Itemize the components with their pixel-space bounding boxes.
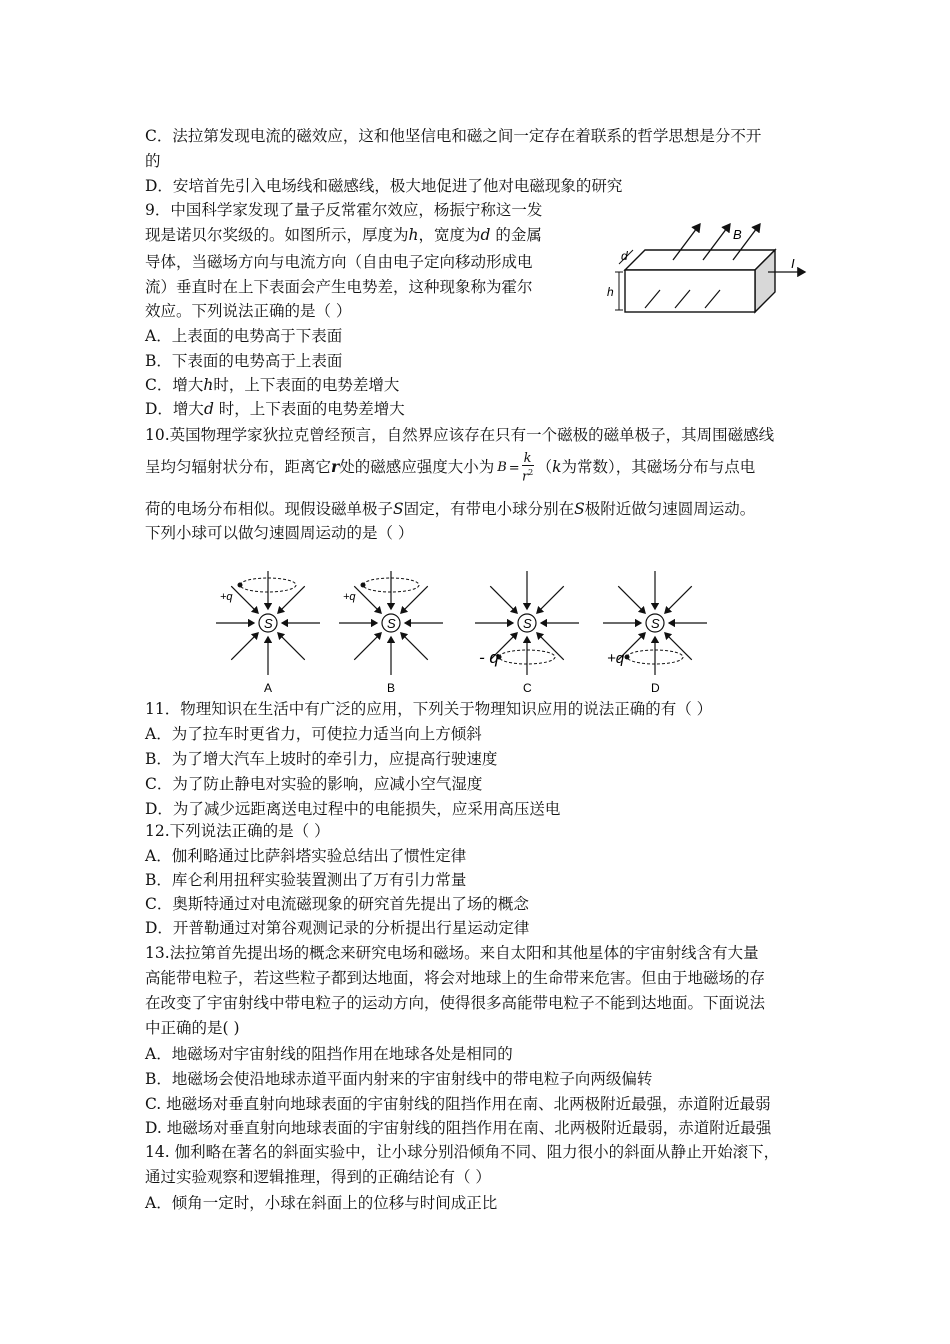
q11-option-c: C．为了防止静电对实验的影响，应减小空气湿度 — [145, 775, 483, 793]
q8-option-d: D．安培首先引入电场线和磁感线，极大地促进了他对电磁现象的研究 — [145, 177, 623, 195]
field-arrow — [490, 586, 517, 613]
q10-stem-line1: 10.英国物理学家狄拉克曾经预言，自然界应该存在只有一个磁极的磁单极子，其周围磁感线 — [145, 426, 775, 444]
monopole-figure-c — [475, 571, 579, 695]
q9-stem-line4: 流）垂直时在上下表面会产生电势差，这种现象称为霍尔 — [145, 278, 533, 296]
figure-caption: A — [264, 681, 273, 695]
charged-ball — [625, 655, 630, 660]
charged-ball — [361, 583, 366, 588]
q9-option-c: C．增大h时，上下表面的电势差增大 — [145, 376, 400, 394]
monopole-figure-a — [216, 571, 320, 695]
q9-stem-line2: 现是诺贝尔奖级的。如图所示，厚度为h，宽度为d 的金属 — [145, 226, 542, 244]
q11-option-b: B．为了增大汽车上坡时的牵引力，应提高行驶速度 — [145, 750, 498, 768]
q8-option-c-line2: 的 — [145, 152, 161, 170]
figure-caption: B — [387, 681, 396, 695]
q13-option-a: A．地磁场对宇宙射线的阻挡作用在地球各处是相同的 — [145, 1045, 513, 1063]
field-arrow — [354, 586, 381, 613]
field-arrow — [231, 633, 258, 660]
q10-stem-line2: 呈均匀辐射状分布，距离它r处的磁感应强度大小为 B = $\frac{k}{r^2}$ （k为常数），其磁场分布与点电 — [145, 451, 756, 485]
q13-stem-line1: 13.法拉第首先提出场的概念来研究电场和磁场。来自太阳和其他星体的宇宙射线含有大量 — [145, 944, 759, 962]
field-arrow — [665, 633, 692, 660]
field-arrow — [665, 586, 692, 613]
figure-caption: D — [651, 681, 660, 695]
monopole-label: S — [651, 616, 660, 631]
field-arrow — [401, 633, 428, 660]
q13-option-c: C. 地磁场对垂直射向地球表面的宇宙射线的阻挡作用在南、北两极附近最强，赤道附近最弱 — [145, 1095, 771, 1113]
charged-ball — [238, 583, 243, 588]
q12-stem: 12.下列说法正确的是（ ） — [145, 822, 330, 840]
charge-label: - q — [479, 648, 499, 667]
monopole-figure-d — [603, 571, 707, 695]
q13-stem-line3: 在改变了宇宙射线中带电粒子的运动方向，使得很多高能带电粒子不能到达地面。下面说法 — [145, 994, 766, 1012]
label-b: B — [733, 227, 742, 242]
conductor-top-face — [625, 250, 775, 270]
charge-label: +q — [220, 591, 233, 603]
charge-label: +q — [343, 591, 356, 603]
label-h: h — [607, 285, 614, 299]
q10-stem-line4: 下列小球可以做匀速圆周运动的是（ ） — [145, 524, 414, 542]
figure-caption: C — [523, 681, 532, 695]
monopole-figure-b — [339, 571, 443, 695]
q11-option-a: A．为了拉车时更省力，可使拉力适当向上方倾斜 — [145, 725, 482, 743]
field-arrow — [618, 586, 645, 613]
conductor-front-face — [625, 270, 755, 312]
field-arrow — [354, 633, 381, 660]
q8-option-c-line1: C．法拉第发现电流的磁效应，这和他坚信电和磁之间一定存在着联系的哲学思想是分不开 — [145, 127, 762, 145]
monopole-label: S — [523, 616, 532, 631]
monopole-figures — [205, 565, 725, 697]
q14-stem-line2: 通过实验观察和逻辑推理，得到的正确结论有（ ） — [145, 1168, 491, 1186]
q9-stem-line3: 导体，当磁场方向与电流方向（自由电子定向移动形成电 — [145, 253, 533, 271]
q14-option-a: A．倾角一定时，小球在斜面上的位移与时间成正比 — [145, 1194, 498, 1212]
q13-option-b: B．地磁场会使沿地球赤道平面内射来的宇宙射线中的带电粒子向两级偏转 — [145, 1070, 653, 1088]
monopole-label: S — [264, 616, 273, 631]
q12-option-d: D．开普勒通过对第谷观测记录的分析提出行星运动定律 — [145, 919, 530, 937]
q9-option-d: D．增大d 时，上下表面的电势差增大 — [145, 400, 405, 418]
label-i: I — [791, 256, 795, 271]
field-arrow — [231, 586, 258, 613]
field-arrow — [278, 586, 305, 613]
q14-stem-line1: 14. 伽利略在著名的斜面实验中，让小球分别沿倾角不同、阻力很小的斜面从静止开始滚下， — [145, 1143, 780, 1161]
q11-stem: 11．物理知识在生活中有广泛的应用，下列关于物理知识应用的说法正确的有（ ） — [145, 700, 713, 718]
field-arrow — [278, 633, 305, 660]
q9-stem-line5: 效应。下列说法正确的是（ ） — [145, 302, 352, 320]
label-d: d — [621, 249, 628, 263]
field-arrow — [401, 586, 428, 613]
field-arrow — [537, 633, 564, 660]
hall-effect-figure — [605, 212, 815, 330]
q9-option-b: B．下表面的电势高于上表面 — [145, 352, 343, 370]
formula: B = $\frac{k}{r^2}$ — [497, 451, 534, 485]
q10-stem-line3: 荷的电场分布相似。现假设磁单极子S固定，有带电小球分别在S极附近做匀速圆周运动。 — [145, 500, 756, 518]
q13-stem-line2: 高能带电粒子，若这些粒子都到达地面，将会对地球上的生命带来危害。但由于地磁场的存 — [145, 969, 766, 987]
q12-option-c: C．奥斯特通过对电流磁现象的研究首先提出了场的概念 — [145, 895, 529, 913]
q12-option-a: A．伽利略通过比萨斜塔实验总结出了惯性定律 — [145, 847, 467, 865]
q9-stem-line1: 9．中国科学家发现了量子反常霍尔效应，杨振宁称这一发 — [145, 201, 543, 219]
monopole-label: S — [387, 616, 396, 631]
charge-label: +q — [607, 650, 625, 667]
q13-option-d: D. 地磁场对垂直射向地球表面的宇宙射线的阻挡作用在南、北两极附近最弱，赤道附近最强 — [145, 1119, 772, 1137]
q11-option-d: D．为了减少远距离送电过程中的电能损失，应采用高压送电 — [145, 800, 561, 818]
q12-option-b: B．库仑利用扭秤实验装置测出了万有引力常量 — [145, 871, 467, 889]
q9-option-a: A．上表面的电势高于下表面 — [145, 327, 343, 345]
field-arrow — [537, 586, 564, 613]
q13-stem-line4: 中正确的是( ) — [145, 1019, 240, 1037]
